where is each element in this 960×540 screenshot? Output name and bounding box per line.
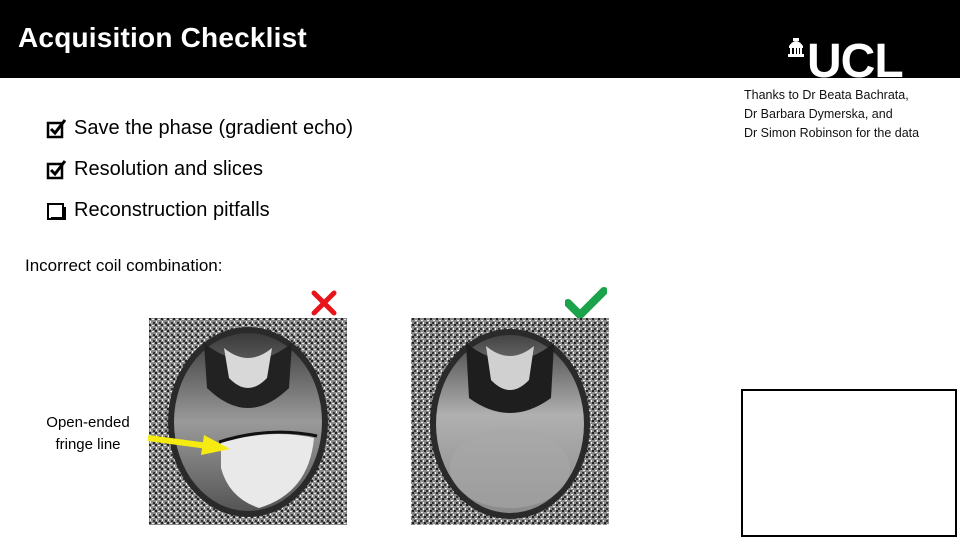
credits-line: Dr Barbara Dymerska, and	[744, 107, 893, 121]
checklist-item	[46, 108, 353, 149]
checklist	[46, 108, 353, 231]
checked-box-icon	[46, 118, 68, 140]
check-icon	[565, 287, 607, 319]
credits-line: Dr Simon Robinson for the data	[744, 126, 920, 140]
annotation-line: fringe line	[55, 436, 121, 453]
arrow-icon	[146, 428, 234, 458]
ucl-logo	[787, 34, 939, 80]
svg-text:UCL: UCL	[807, 35, 903, 80]
empty-box-icon	[46, 200, 68, 222]
slide-title: Acquisition Checklist	[18, 22, 307, 53]
checked-box-icon	[46, 159, 68, 181]
section-subtitle: Incorrect coil combination:	[25, 256, 223, 275]
checklist-label: Reconstruction pitfalls	[74, 199, 270, 221]
annotation-line: Open-ended	[46, 414, 130, 431]
checklist-label: Resolution and slices	[74, 158, 263, 180]
phase-image-correct	[411, 318, 609, 525]
credits-text	[744, 86, 919, 143]
phase-image-incorrect	[149, 318, 347, 525]
video-placeholder	[741, 389, 957, 537]
checklist-item	[46, 190, 353, 231]
checklist-item	[46, 149, 353, 190]
header-bar	[0, 0, 960, 78]
credits-line: Thanks to Dr Beata Bachrata,	[744, 88, 909, 102]
cross-icon	[311, 290, 337, 316]
fringe-annotation-label	[30, 412, 146, 456]
checklist-label: Save the phase (gradient echo)	[74, 117, 354, 139]
